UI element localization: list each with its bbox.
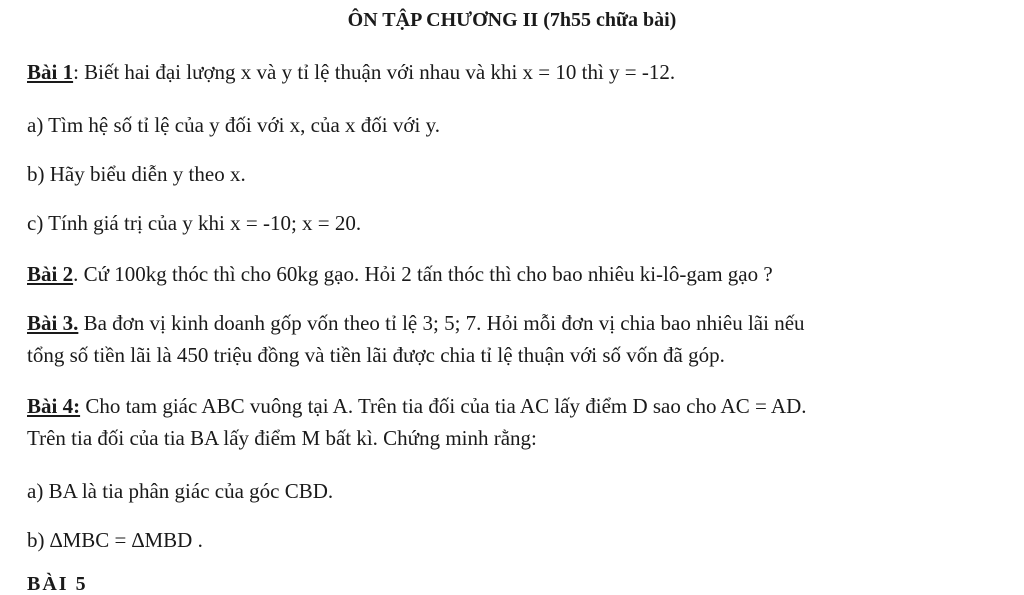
exercise-4-statement-line2: Trên tia đối của tia BA lấy điểm M bất kì. Chứng minh rằng: [27,426,537,450]
exercise-4-statement [27,394,806,419]
exercise-2-text: . Cứ 100kg thóc thì cho 60kg gạo. Hỏi 2 tấn thóc thì cho bao nhiêu ki-lô-gam gạo ? [73,262,773,286]
exercise-2-label: Bài 2 [27,262,74,286]
page-title: ÔN TẬP CHƯƠNG II (7h55 chữa bài) [347,9,677,31]
exercise-4-text: Cho tam giác ABC vuông tại A. Trên tia đối của tia AC lấy điểm D sao cho AC = AD. [80,394,807,418]
exercise-4-part-a: a) BA là tia phân giác của góc CBD. [27,479,334,503]
exercise-5-label: BÀI 5 [27,573,88,595]
exercise-1-part-c: c) Tính giá trị của y khi x = -10; x = 20. [27,211,362,235]
exercise-1-part-b: b) Hãy biểu diễn y theo x. [27,162,246,186]
exercise-1-statement [27,60,675,85]
exercise-4-label: Bài 4: [27,394,81,418]
exercise-3-label: Bài 3. [27,311,79,335]
exercise-3-text: Ba đơn vị kinh doanh gốp vốn theo tỉ lệ 3; 5; 7. Hỏi mỗi đơn vị chia bao nhiêu lãi nếu [78,311,805,335]
exercise-1-part-a: a) Tìm hệ số tỉ lệ của y đối với x, của x đối với y. [27,113,440,137]
exercise-4-part-b: b) ∆MBC = ∆MBD . [27,528,203,552]
exercise-3-statement-line2: tổng số tiền lãi là 450 triệu đồng và tiền lãi được chia tỉ lệ thuận với số vốn đã góp. [27,343,725,367]
exercise-2-statement [27,262,773,287]
exercise-3-statement [27,311,805,336]
exercise-1-text: : Biết hai đại lượng x và y tỉ lệ thuận với nhau và khi x = 10 thì y = -12. [73,60,676,84]
exercise-1-label: Bài 1 [27,60,74,84]
exercise-5-label-cutoff [27,573,137,595]
